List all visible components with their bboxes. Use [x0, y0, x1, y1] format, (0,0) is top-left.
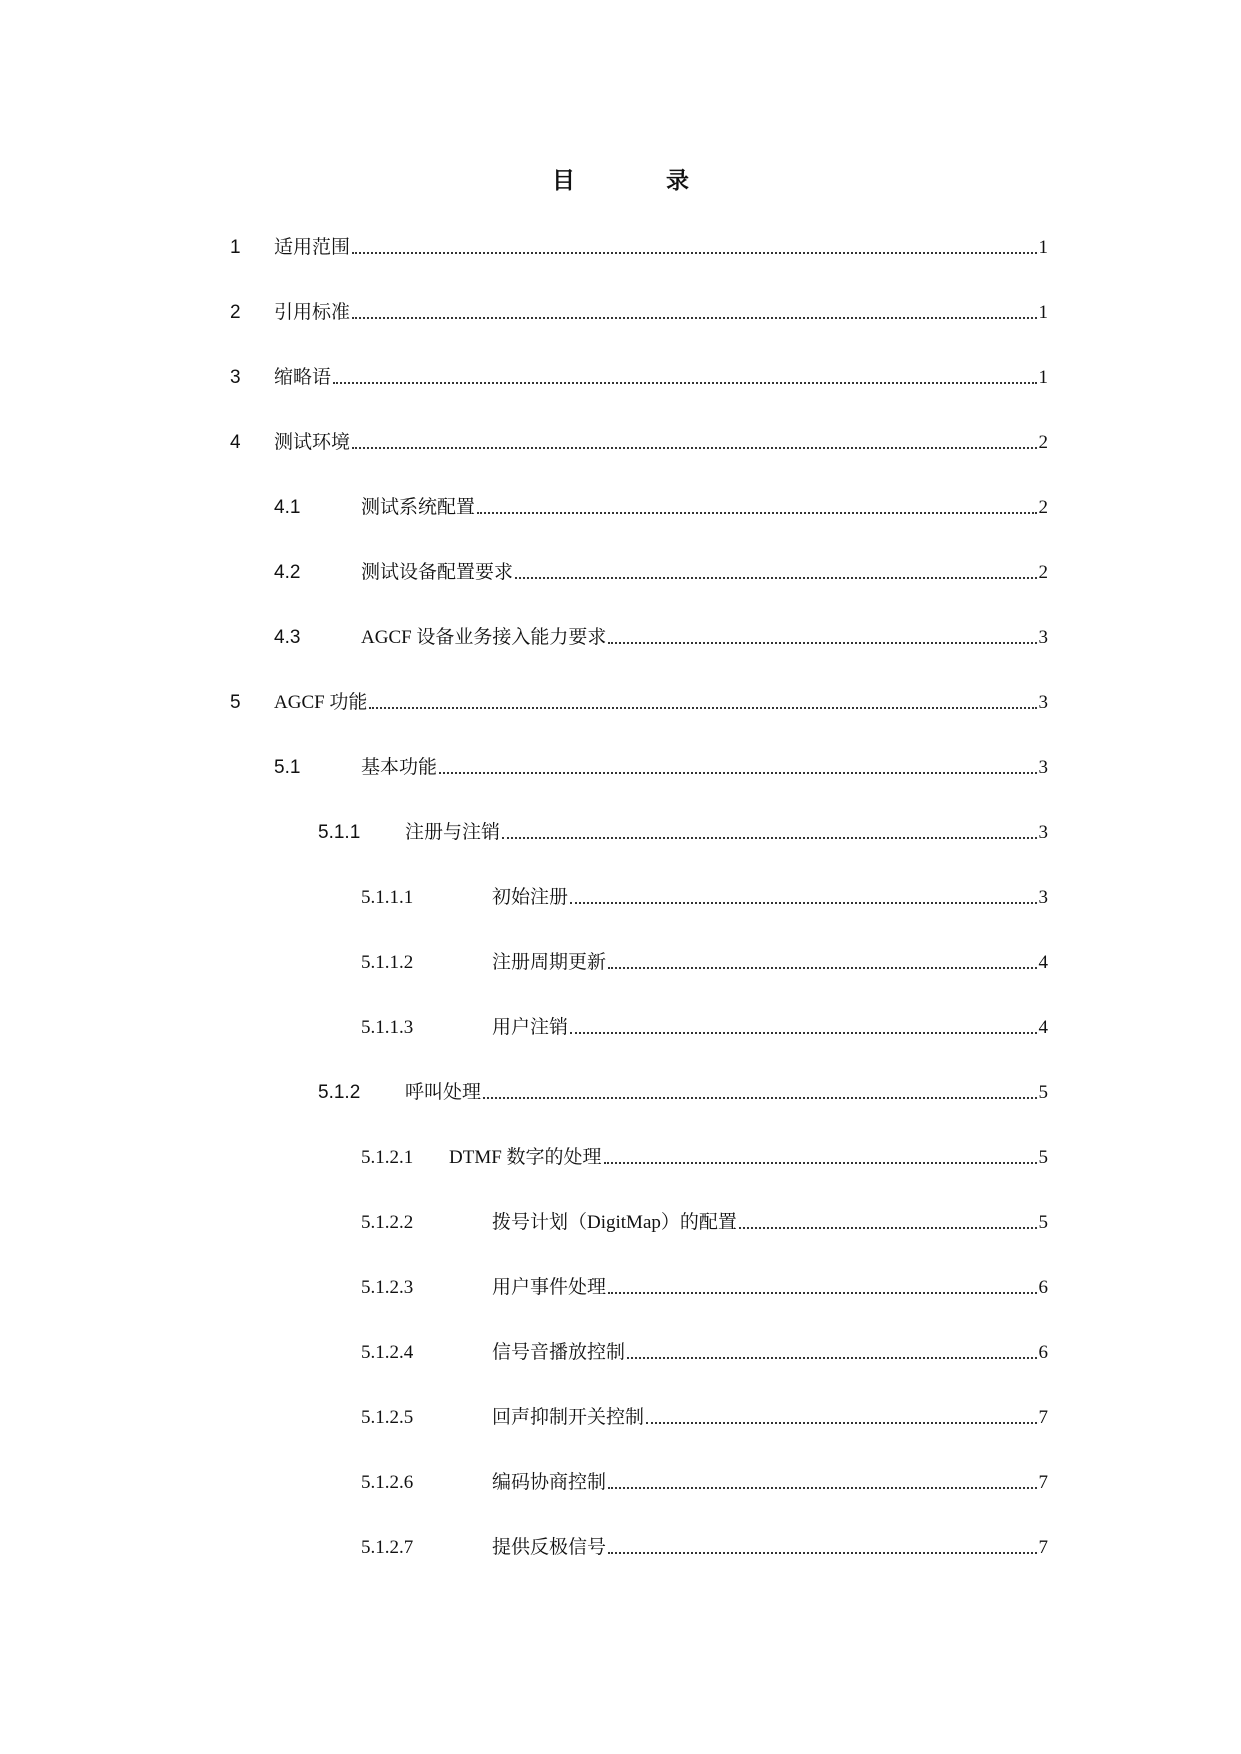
toc-entry-5-1-2-3[interactable] — [361, 1270, 1048, 1300]
dot-leader — [627, 1357, 1036, 1359]
toc-entry-label: 注册与注销 — [405, 822, 501, 843]
toc-entry-5-1-2-1[interactable] — [361, 1140, 1048, 1170]
toc-entry-number: 5.1.1.1 — [361, 887, 414, 908]
toc-entry-5-1-2[interactable] — [318, 1075, 1048, 1105]
toc-entry-number: 1 — [230, 237, 241, 258]
toc-entry-5-1-1[interactable] — [318, 815, 1048, 845]
toc-entry-page: 5 — [1038, 1147, 1048, 1168]
toc-entry-page: 7 — [1038, 1407, 1048, 1428]
dot-leader — [608, 967, 1036, 969]
dot-leader — [483, 1097, 1036, 1099]
toc-entry-4-1[interactable] — [274, 490, 1048, 520]
toc-entry-number: 4.1 — [274, 497, 301, 518]
toc-entry-page: 3 — [1038, 887, 1048, 908]
toc-entry-page: 2 — [1038, 497, 1048, 518]
toc-entry-label: 呼叫处理 — [405, 1082, 482, 1103]
dot-leader — [352, 447, 1036, 449]
toc-entry-1[interactable] — [230, 230, 1048, 260]
dot-leader — [439, 772, 1036, 774]
toc-entry-number: 4 — [230, 432, 241, 453]
toc-entry-5-1-2-5[interactable] — [361, 1400, 1048, 1430]
toc-entry-page: 2 — [1038, 432, 1048, 453]
toc-entry-number: 5.1.1.2 — [361, 952, 414, 973]
dot-leader — [646, 1422, 1036, 1424]
toc-entry-3[interactable] — [230, 360, 1048, 390]
toc-entry-page: 1 — [1038, 367, 1048, 388]
toc-entry-5-1-2-4[interactable] — [361, 1335, 1048, 1365]
toc-entry-page: 6 — [1038, 1277, 1048, 1298]
toc-entry-label: 回声抑制开关控制 — [492, 1407, 645, 1428]
toc-entry-page: 3 — [1038, 627, 1048, 648]
toc-entry-label: 编码协商控制 — [492, 1472, 607, 1493]
toc-entry-4-3[interactable] — [274, 620, 1048, 650]
toc-entry-5-1-2-6[interactable] — [361, 1465, 1048, 1495]
toc-entry-5-1-2-2[interactable] — [361, 1205, 1048, 1235]
toc-entry-number: 5.1.2.4 — [361, 1342, 414, 1363]
toc-entry-label: AGCF 功能 — [274, 692, 368, 713]
toc-entry-label: 注册周期更新 — [492, 952, 607, 973]
toc-entry-page: 2 — [1038, 562, 1048, 583]
toc-entry-page: 1 — [1038, 237, 1048, 258]
dot-leader — [570, 902, 1036, 904]
dot-leader — [608, 642, 1036, 644]
toc-entry-label: 提供反极信号 — [492, 1537, 607, 1558]
toc-entry-number: 5 — [230, 692, 241, 713]
dot-leader — [570, 1032, 1036, 1034]
toc-entry-label: 测试系统配置 — [361, 497, 476, 518]
toc-entry-label: 适用范围 — [274, 237, 351, 258]
toc-entry-page: 5 — [1038, 1082, 1048, 1103]
toc-entry-5[interactable] — [230, 685, 1048, 715]
toc-entry-label: AGCF 设备业务接入能力要求 — [361, 627, 607, 648]
toc-entry-number: 5.1.2.1 — [361, 1147, 414, 1168]
toc-entry-label: 信号音播放控制 — [492, 1342, 626, 1363]
dot-leader — [502, 837, 1036, 839]
toc-entry-label: 拨号计划（DigitMap）的配置 — [492, 1212, 737, 1233]
toc-entry-number: 5.1.1.3 — [361, 1017, 414, 1038]
toc-entry-label: DTMF 数字的处理 — [449, 1147, 602, 1168]
toc-entry-page: 4 — [1038, 952, 1048, 973]
toc-entry-label: 测试设备配置要求 — [361, 562, 514, 583]
toc-entry-page: 3 — [1038, 822, 1048, 843]
toc-entry-number: 5.1.2.2 — [361, 1212, 414, 1233]
toc-entry-number: 2 — [230, 302, 241, 323]
dot-leader — [608, 1487, 1036, 1489]
toc-entry-number: 5.1.2.7 — [361, 1537, 414, 1558]
table-of-contents — [0, 230, 1241, 1610]
dot-leader — [515, 577, 1036, 579]
dot-leader — [608, 1292, 1036, 1294]
toc-entry-number: 5.1.2.3 — [361, 1277, 414, 1298]
toc-entry-number: 3 — [230, 367, 241, 388]
dot-leader — [352, 252, 1036, 254]
toc-entry-label: 用户注销 — [492, 1017, 569, 1038]
toc-entry-label: 用户事件处理 — [492, 1277, 607, 1298]
toc-entry-number: 5.1.1 — [318, 822, 361, 843]
toc-entry-page: 7 — [1038, 1472, 1048, 1493]
toc-entry-5-1-1-2[interactable] — [361, 945, 1048, 975]
toc-entry-page: 6 — [1038, 1342, 1048, 1363]
toc-entry-2[interactable] — [230, 295, 1048, 325]
dot-leader — [608, 1552, 1036, 1554]
toc-entry-label: 测试环境 — [274, 432, 351, 453]
toc-entry-label: 初始注册 — [492, 887, 569, 908]
toc-entry-page: 3 — [1038, 692, 1048, 713]
toc-entry-number: 4.2 — [274, 562, 301, 583]
toc-title: 目 录 — [552, 168, 723, 194]
toc-entry-5-1-1-3[interactable] — [361, 1010, 1048, 1040]
dot-leader — [477, 512, 1036, 514]
dot-leader — [333, 382, 1036, 384]
toc-entry-number: 5.1 — [274, 757, 301, 778]
toc-entry-label: 引用标准 — [274, 302, 351, 323]
toc-entry-page: 3 — [1038, 757, 1048, 778]
toc-entry-5-1-2-7[interactable] — [361, 1530, 1048, 1560]
toc-entry-number: 5.1.2.5 — [361, 1407, 414, 1428]
toc-entry-number: 4.3 — [274, 627, 301, 648]
toc-entry-4[interactable] — [230, 425, 1048, 455]
toc-entry-label: 缩略语 — [274, 367, 332, 388]
toc-entry-page: 7 — [1038, 1537, 1048, 1558]
toc-entry-number: 5.1.2 — [318, 1082, 361, 1103]
toc-entry-5-1[interactable] — [274, 750, 1048, 780]
toc-entry-4-2[interactable] — [274, 555, 1048, 585]
toc-entry-page: 5 — [1038, 1212, 1048, 1233]
toc-entry-page: 1 — [1038, 302, 1048, 323]
toc-entry-number: 5.1.2.6 — [361, 1472, 414, 1493]
dot-leader — [604, 1162, 1037, 1164]
toc-entry-5-1-1-1[interactable] — [361, 880, 1048, 910]
toc-entry-page: 4 — [1038, 1017, 1048, 1038]
dot-leader — [369, 707, 1036, 709]
toc-entry-label: 基本功能 — [361, 757, 438, 778]
dot-leader — [352, 317, 1036, 319]
dot-leader — [739, 1227, 1037, 1229]
